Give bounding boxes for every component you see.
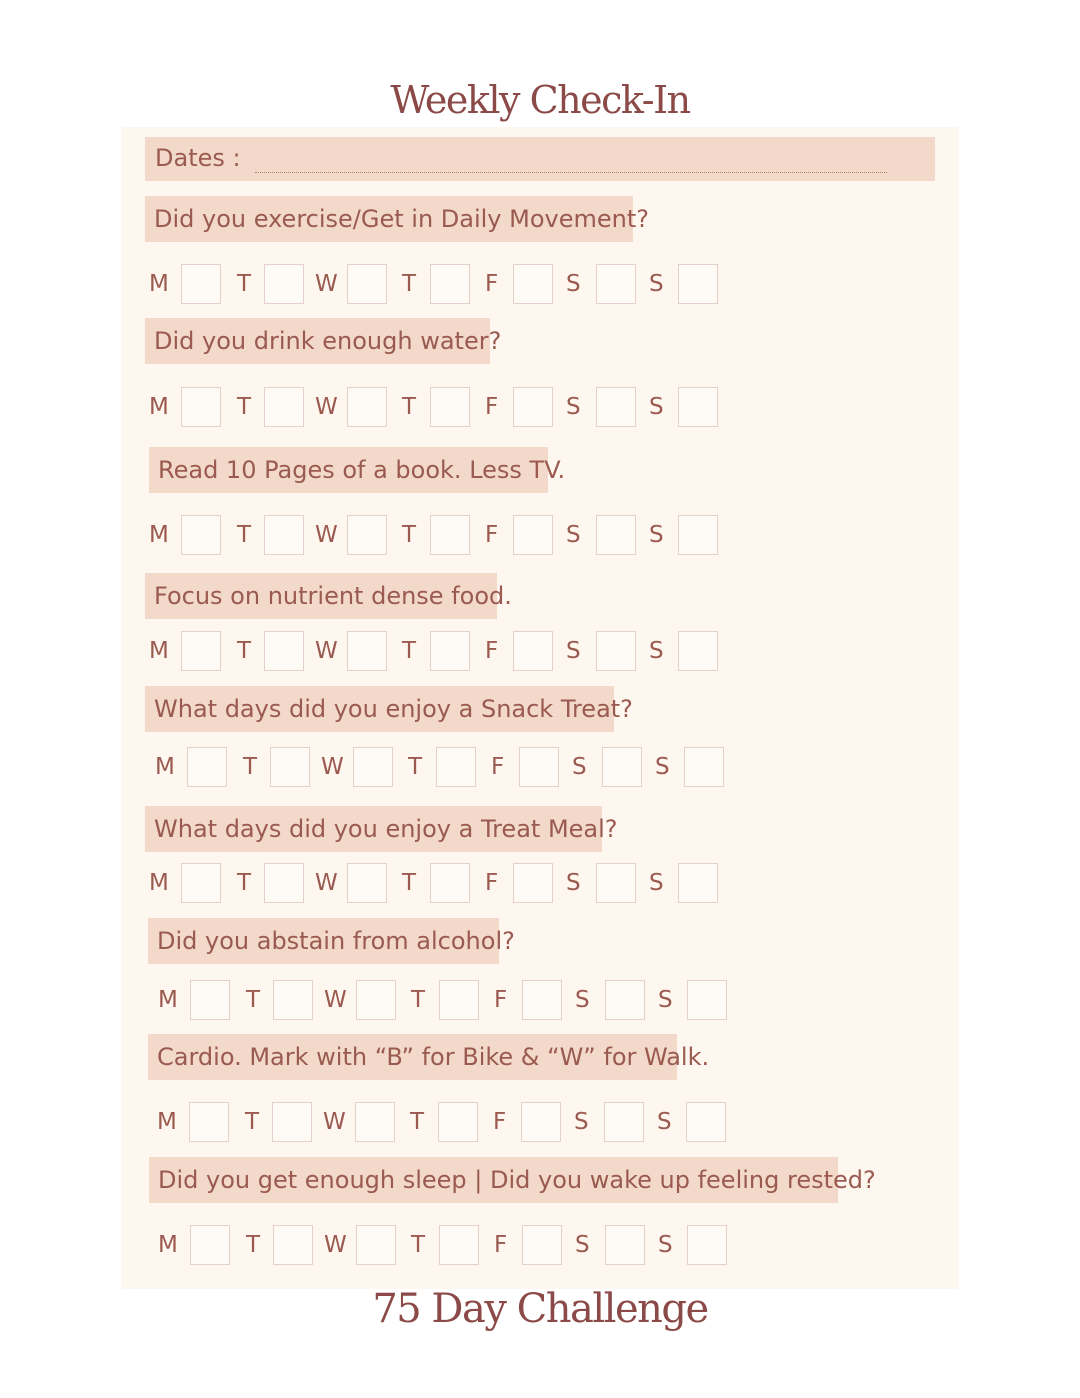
day-checkbox[interactable] (513, 264, 553, 304)
day-checkbox[interactable] (596, 264, 636, 304)
day-letter: T (246, 1232, 261, 1258)
day-letter: S (658, 1232, 673, 1258)
day-checkbox[interactable] (181, 515, 221, 555)
day-checkbox[interactable] (439, 980, 479, 1020)
day-checkbox[interactable] (596, 515, 636, 555)
day-letter: F (485, 522, 499, 548)
day-checkbox[interactable] (596, 387, 636, 427)
day-letter: T (402, 394, 417, 420)
day-letter: S (566, 870, 581, 896)
day-letter: S (574, 1109, 589, 1135)
day-letter: T (402, 638, 417, 664)
day-letter: S (566, 522, 581, 548)
day-checkbox[interactable] (430, 264, 470, 304)
day-letter: S (657, 1109, 672, 1135)
day-checkbox[interactable] (347, 631, 387, 671)
day-letter: W (323, 1109, 346, 1135)
day-checkbox-row (149, 863, 729, 903)
day-checkbox-row (158, 980, 738, 1020)
day-letter: W (315, 522, 338, 548)
day-letter: S (566, 271, 581, 297)
day-letter: W (315, 638, 338, 664)
day-checkbox[interactable] (678, 863, 718, 903)
day-letter: F (485, 870, 499, 896)
day-letter: S (649, 870, 664, 896)
day-checkbox[interactable] (605, 1225, 645, 1265)
day-letter: S (566, 394, 581, 420)
day-letter: M (158, 987, 178, 1013)
day-checkbox[interactable] (355, 1102, 395, 1142)
day-checkbox[interactable] (356, 980, 396, 1020)
day-checkbox[interactable] (273, 980, 313, 1020)
day-checkbox[interactable] (519, 747, 559, 787)
question-label: Read 10 Pages of a book. Less TV. (149, 447, 548, 493)
day-letter: M (155, 754, 175, 780)
day-letter: M (149, 870, 169, 896)
day-letter: S (655, 754, 670, 780)
day-letter: T (411, 987, 426, 1013)
day-checkbox[interactable] (678, 515, 718, 555)
day-checkbox[interactable] (684, 747, 724, 787)
question-label: Focus on nutrient dense food. (145, 573, 497, 619)
day-letter: S (575, 987, 590, 1013)
day-letter: S (566, 638, 581, 664)
day-letter: M (149, 638, 169, 664)
day-letter: F (493, 1109, 507, 1135)
day-letter: S (575, 1232, 590, 1258)
day-checkbox[interactable] (513, 387, 553, 427)
day-checkbox-row (149, 631, 729, 671)
day-letter: W (315, 870, 338, 896)
day-checkbox[interactable] (430, 515, 470, 555)
day-letter: S (572, 754, 587, 780)
day-letter: S (649, 394, 664, 420)
day-letter: F (485, 271, 499, 297)
day-checkbox[interactable] (430, 863, 470, 903)
day-checkbox[interactable] (678, 631, 718, 671)
day-letter: M (149, 394, 169, 420)
day-checkbox[interactable] (264, 387, 304, 427)
day-checkbox[interactable] (189, 1102, 229, 1142)
day-checkbox[interactable] (430, 631, 470, 671)
day-letter: T (402, 870, 417, 896)
day-letter: T (237, 638, 252, 664)
day-checkbox[interactable] (596, 863, 636, 903)
day-checkbox[interactable] (347, 264, 387, 304)
day-checkbox[interactable] (264, 863, 304, 903)
day-checkbox-row (155, 747, 735, 787)
day-letter: T (410, 1109, 425, 1135)
day-letter: S (649, 271, 664, 297)
day-checkbox[interactable] (190, 980, 230, 1020)
day-letter: F (485, 394, 499, 420)
day-checkbox[interactable] (438, 1102, 478, 1142)
day-letter: T (245, 1109, 260, 1135)
day-checkbox[interactable] (190, 1225, 230, 1265)
day-letter: T (246, 987, 261, 1013)
day-checkbox[interactable] (521, 1102, 561, 1142)
question-label: Did you exercise/Get in Daily Movement? (145, 196, 633, 242)
day-letter: W (315, 394, 338, 420)
question-label: What days did you enjoy a Treat Meal? (145, 806, 602, 852)
day-checkbox[interactable] (602, 747, 642, 787)
day-checkbox[interactable] (430, 387, 470, 427)
day-letter: M (157, 1109, 177, 1135)
day-checkbox[interactable] (264, 631, 304, 671)
day-checkbox[interactable] (272, 1102, 312, 1142)
day-checkbox[interactable] (522, 980, 562, 1020)
day-checkbox[interactable] (353, 747, 393, 787)
day-checkbox[interactable] (605, 980, 645, 1020)
day-letter: T (237, 271, 252, 297)
day-checkbox[interactable] (439, 1225, 479, 1265)
day-letter: F (485, 638, 499, 664)
question-label: Did you drink enough water? (145, 318, 490, 364)
day-checkbox[interactable] (264, 515, 304, 555)
day-checkbox[interactable] (347, 515, 387, 555)
day-letter: S (649, 522, 664, 548)
day-checkbox[interactable] (347, 863, 387, 903)
day-checkbox[interactable] (686, 1102, 726, 1142)
day-checkbox[interactable] (522, 1225, 562, 1265)
day-letter: W (315, 271, 338, 297)
day-letter: M (149, 271, 169, 297)
day-checkbox[interactable] (273, 1225, 313, 1265)
day-checkbox-row (149, 515, 729, 555)
day-letter: T (411, 1232, 426, 1258)
question-label: Cardio. Mark with “B” for Bike & “W” for Walk. (148, 1034, 677, 1080)
day-checkbox[interactable] (181, 387, 221, 427)
day-checkbox[interactable] (687, 1225, 727, 1265)
day-letter: T (237, 394, 252, 420)
day-checkbox-row (149, 264, 729, 304)
day-checkbox[interactable] (678, 387, 718, 427)
day-checkbox[interactable] (181, 863, 221, 903)
day-checkbox[interactable] (436, 747, 476, 787)
day-checkbox-row (158, 1225, 738, 1265)
day-checkbox-row (157, 1102, 737, 1142)
day-letter: T (402, 271, 417, 297)
day-checkbox[interactable] (181, 264, 221, 304)
day-letter: F (491, 754, 505, 780)
day-checkbox[interactable] (678, 264, 718, 304)
dates-label: Dates : (155, 144, 241, 172)
day-letter: S (649, 638, 664, 664)
dates-line (255, 172, 887, 173)
question-label: What days did you enjoy a Snack Treat? (145, 686, 614, 732)
day-letter: M (158, 1232, 178, 1258)
day-checkbox[interactable] (513, 515, 553, 555)
day-letter: T (402, 522, 417, 548)
question-label: Did you abstain from alcohol? (148, 918, 499, 964)
day-letter: T (408, 754, 423, 780)
day-checkbox-row (149, 387, 729, 427)
day-letter: F (494, 1232, 508, 1258)
day-letter: F (494, 987, 508, 1013)
day-checkbox[interactable] (181, 631, 221, 671)
question-label: Did you get enough sleep | Did you wake up feeling rested? (149, 1157, 838, 1203)
day-checkbox[interactable] (513, 631, 553, 671)
day-letter: W (324, 987, 347, 1013)
day-checkbox[interactable] (604, 1102, 644, 1142)
day-letter: T (237, 870, 252, 896)
day-letter: W (321, 754, 344, 780)
day-checkbox[interactable] (187, 747, 227, 787)
day-letter: M (149, 522, 169, 548)
day-letter: T (243, 754, 258, 780)
day-letter: S (658, 987, 673, 1013)
day-letter: W (324, 1232, 347, 1258)
day-checkbox[interactable] (596, 631, 636, 671)
day-checkbox[interactable] (264, 264, 304, 304)
day-checkbox[interactable] (513, 863, 553, 903)
page-title: Weekly Check-In (390, 78, 690, 122)
day-letter: T (237, 522, 252, 548)
dates-field[interactable] (145, 137, 935, 181)
day-checkbox[interactable] (347, 387, 387, 427)
day-checkbox[interactable] (356, 1225, 396, 1265)
day-checkbox[interactable] (687, 980, 727, 1020)
footer-title: 75 Day Challenge (372, 1286, 708, 1332)
day-checkbox[interactable] (270, 747, 310, 787)
